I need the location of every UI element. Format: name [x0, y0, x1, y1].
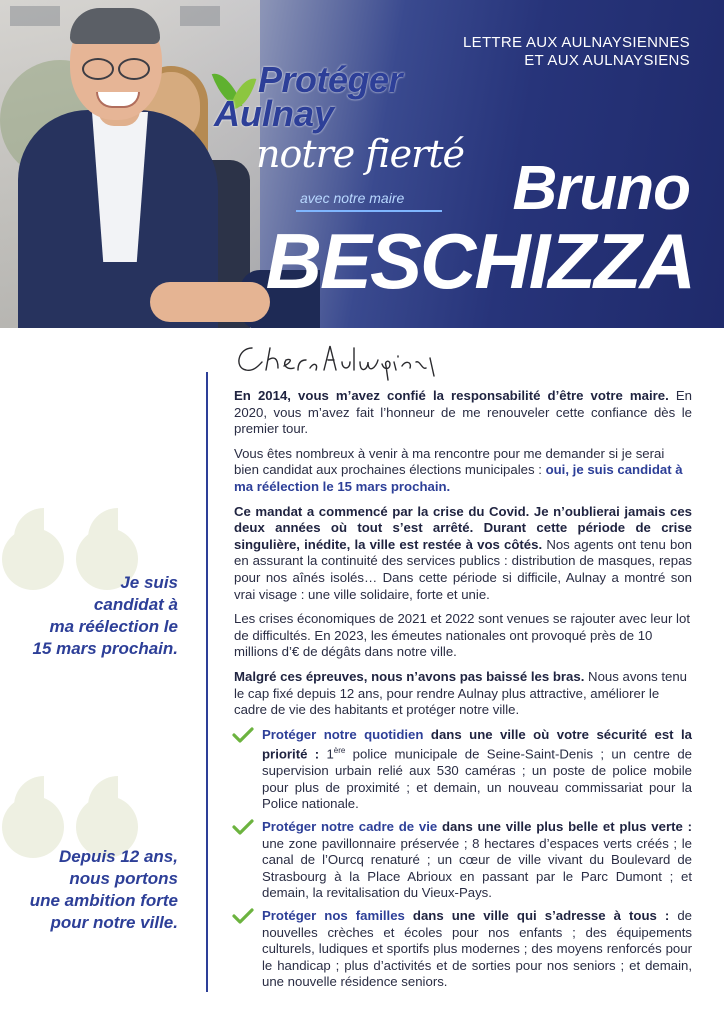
pull-quote-1: Je suis candidat à ma réélection le 15 mars prochain.: [32, 573, 178, 658]
check-icon: [232, 908, 254, 924]
column-divider: [206, 372, 208, 992]
hair: [70, 8, 160, 44]
candidate-last-name: BESCHIZZA: [265, 217, 694, 305]
paragraph-resilience: Malgré ces épreuves, nous n’avons pas baissé les bras. Nous avons tenu le cap fixé depuis 12 ans, pour rendre Aulnay plus attractive, améliorer le cadre de vie des habitants et protéger notre ville.: [234, 668, 688, 718]
list-item: Protéger notre quotidien dans une ville où votre sécurité est la priorité : 1ère police municipale de Seine-Saint-Denis ; un centre de supervision urbain relié aux 530 caméras ; un poste de police mobile pour plus de proximité ; et demain, un nouveau commissariat pour la Police nationale.: [234, 727, 692, 813]
letter-title-line2: ET AUX AULNAYSIENS: [524, 52, 690, 69]
list-item: Protéger notre cadre de vie dans une ville plus belle et plus verte : une zone pavillonnaire préservée ; 8 hectares d’espaces verts créés ; le canal de l’Ourcq renaturé ; un cœur de ville vivant du Boulevard de Strasbourg à la Place Abrioux en passant par le Parc Dumont ; et demain, la revitalisation du Vieux-Pays.: [234, 819, 692, 902]
letter-body: [234, 388, 692, 997]
handshake: [150, 282, 270, 322]
campaign-logo: [212, 59, 472, 222]
letter-title: [463, 34, 690, 70]
logo-aulnay: Aulnay: [214, 93, 335, 134]
header-banner: [0, 0, 724, 328]
pull-quote-2: Depuis 12 ans, nous portons une ambition forte pour notre ville.: [29, 847, 178, 932]
handwritten-salutation: [232, 340, 452, 384]
paragraph-covid: Ce mandat a commencé par la crise du Covid. Je n’oublierai jamais ces deux années où tout s’est arrêté. Durant cette période de crise singulière, inédite, la ville est restée à vos côtés. Nos agents ont tenu bon en assurant la continuité des services publics : distribution de masques, repas pour nos aînés isolés… Dans cette période si difficile, Aulnay a montré son vrai visage : une ville solidaire, forte et unie.: [234, 503, 693, 602]
logo-avec-maire: avec notre maire: [300, 190, 405, 206]
logo-proteger: Protéger: [258, 59, 403, 100]
logo-fierte: notre fierté: [256, 132, 464, 176]
glasses-icon: [82, 58, 152, 78]
check-icon: [232, 819, 254, 835]
logo-underline: [296, 210, 442, 212]
paragraph-crises: Les crises économiques de 2021 et 2022 sont venues se rajouter avec leur lot de difficultés. En 2023, les émeutes nationales ont provoqué près de 10 millions d’€ de dégâts dans notre ville.: [234, 611, 690, 660]
list-item: Protéger nos familles dans une ville qui s’adresse à tous : de nouvelles crèches et écoles pour nos enfants ; des équipements culturels, ludiques et sportifs plus modernes ; des moyens renforcés pour le handicap ; plus d’activités et de sorties pour nos seniors ; et demain, une nouvelle résidence seniors.: [234, 908, 692, 991]
candidate-first-name: Bruno: [512, 154, 690, 223]
letter-title-line1: LETTRE AUX AULNAYSIENNES: [463, 34, 690, 51]
paragraph-intro: En 2014, vous m’avez confié la responsabilité d’être votre maire. En 2020, vous m’avez fait l’honneur de me renouveler cette confiance dès le premier tour.: [234, 388, 692, 437]
paragraph-candidacy: Vous êtes nombreux à venir à ma rencontre pour me demander si je serai bien candidat aux prochaines élections municipales : oui, je suis candidat à ma réélection le 15 mars prochain.: [234, 445, 683, 494]
check-icon: [232, 727, 254, 743]
